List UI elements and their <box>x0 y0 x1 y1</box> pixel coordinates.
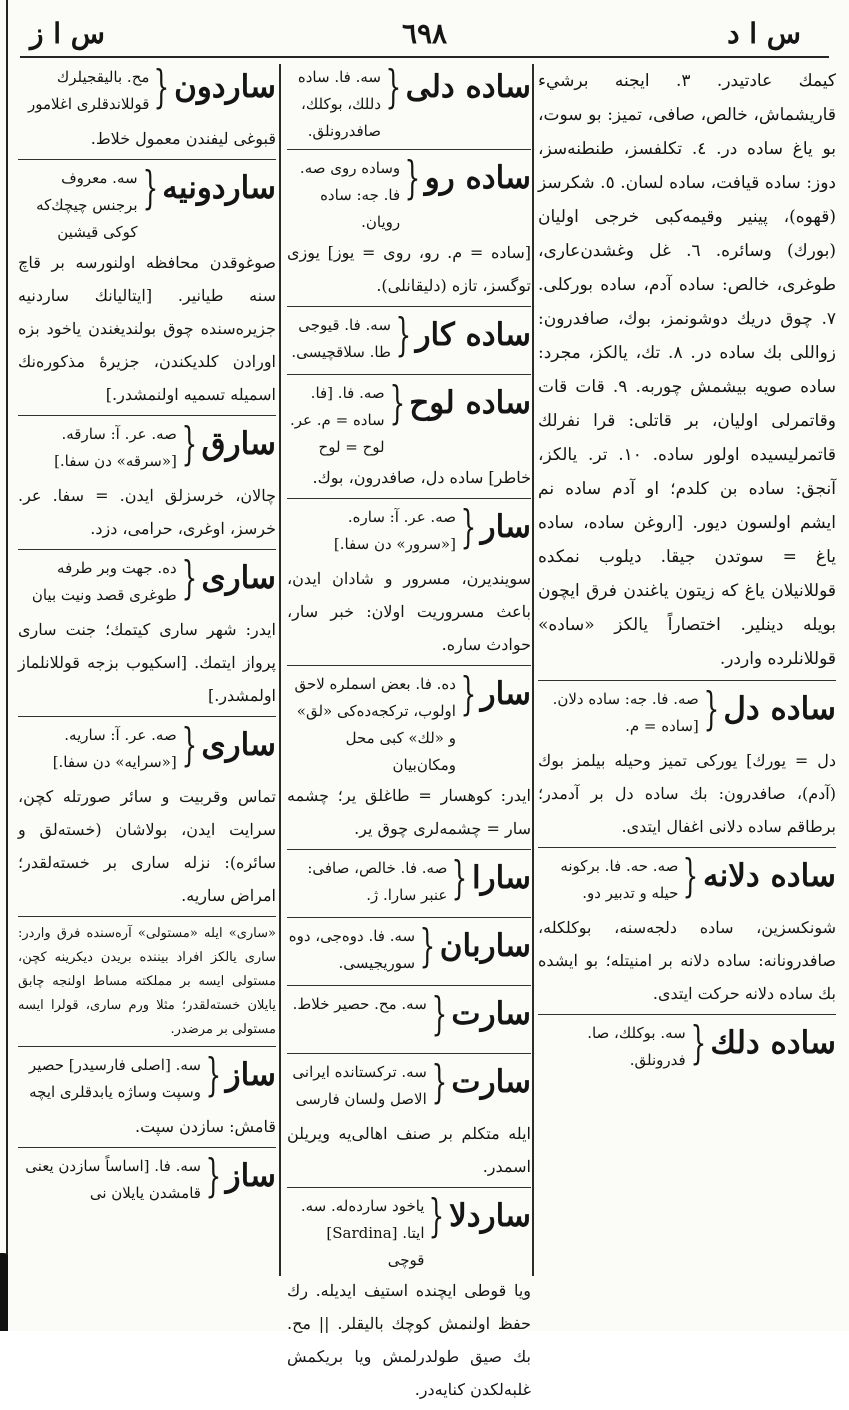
entry-lead <box>538 1016 836 1078</box>
definition-head: صه. فا. جه: ساده دلان. [ساده = م. <box>552 690 699 735</box>
brace-icon: { <box>460 667 477 720</box>
dictionary-entry <box>287 60 531 150</box>
definition-head: صه. عر. آ: ساريه. [«سرايه» دن سفا.] <box>52 726 177 771</box>
headword: سارت <box>451 1064 531 1100</box>
definition-text: قبوغى ليفندن معمول خلاط. <box>90 129 276 148</box>
brace-icon: { <box>181 551 197 604</box>
usage-note: «سارى» ايله «مستولى» آره‌سنده فرق واردر: سارى يالكز افراد بيننده بريدن ديكرينه كچن، مستولى ايسه بر مملكته مساط اولنجه چابق يايلان خسته‌لقدر؛ مثلا ورم سارى، قولرا ايسه مستولى بر مرضدر. <box>18 922 276 1047</box>
dictionary-entry <box>287 500 531 666</box>
brace-icon: { <box>153 60 170 113</box>
definition-text: [ساده = م. رو، روى = يوز] يوزى توگسز، تازه (دليقانلى). <box>287 243 531 295</box>
entry-lead <box>287 851 531 913</box>
page-number: ٦٩٨ <box>401 17 448 50</box>
brace-icon: { <box>690 1016 706 1069</box>
brace-icon: { <box>404 151 421 204</box>
definition-head: مح. باليقجيلرك قوللاندقلرى اغلامور <box>28 68 150 113</box>
headword: ساردلا <box>449 1198 531 1234</box>
dictionary-entry <box>287 151 531 307</box>
dictionary-entry <box>18 1149 276 1215</box>
definition-head: سه. بوكلك، صا. فدرونلق. <box>587 1024 686 1069</box>
dictionary-entry <box>287 667 531 850</box>
definition-head: صه. حه. فا. بركونه حيله و تدبير دو. <box>560 857 679 902</box>
page-edge <box>6 0 8 1331</box>
brace-icon: { <box>431 1055 447 1108</box>
entry-lead <box>538 682 836 744</box>
right-column <box>538 64 836 1274</box>
dictionary-entry <box>18 551 276 717</box>
dictionary-entry <box>287 376 531 499</box>
entry-lead <box>18 1149 276 1211</box>
brace-icon: { <box>385 60 402 113</box>
definition-head: سه. تركستانده ايرانى الاصل ولسان فارسى <box>292 1063 427 1108</box>
middle-column <box>287 60 531 1399</box>
dictionary-entry <box>18 718 276 917</box>
entry-lead <box>287 376 531 461</box>
entry-lead <box>18 1048 276 1110</box>
brace-icon: { <box>181 417 198 470</box>
definition-head: صه. عر. آ: ساره. [«سرور» دن سفا.] <box>333 508 456 553</box>
left-column <box>18 60 276 1274</box>
entry-lead <box>287 1189 531 1274</box>
definition-head: ياخود سارده‌له. سه. ايتا. [Sardina] قوچى <box>300 1197 425 1269</box>
dictionary-entry <box>538 849 836 1015</box>
headword: سارى <box>201 560 276 596</box>
dictionary-entry <box>18 417 276 550</box>
entry-lead <box>287 151 531 236</box>
entry-lead <box>287 500 531 562</box>
entry-lead <box>287 919 531 981</box>
dictionary-entry <box>538 682 836 848</box>
dictionary-entry <box>287 851 531 918</box>
brace-icon: { <box>460 500 477 553</box>
brace-icon: { <box>205 1149 222 1202</box>
headword: سارت <box>451 996 531 1032</box>
brace-icon: { <box>181 718 197 771</box>
brace-icon: { <box>142 161 158 214</box>
definition-head: صه. فا. [فا. ساده = م. عر. لوح = لوح <box>290 384 385 456</box>
entry-lead <box>287 308 531 370</box>
headword: سار <box>480 509 531 545</box>
dictionary-entry <box>287 308 531 375</box>
dictionary-entry <box>18 60 276 160</box>
headword: ساده كار <box>415 317 531 353</box>
definition-text: ايدر: كوهسار = طاغلق ير؛ چشمه سار = چشمه‌لرى چوق ير. <box>287 786 531 838</box>
definition-head: ده. فا. بعض اسملره لاحق اولوب، تركجه‌ده‌كى «لق» و «لك» كبى محل ومكان‌بيان <box>294 675 456 774</box>
entry-lead <box>538 849 836 911</box>
dictionary-entry <box>538 1016 836 1082</box>
brace-icon: { <box>428 1189 445 1242</box>
dictionary-entry <box>18 1048 276 1148</box>
definition-head: سه. مح. حصير خلاط. <box>292 995 427 1013</box>
headword: سارا <box>471 860 531 896</box>
headword: ساز <box>225 1057 276 1093</box>
definition-text: تماس وقربيت و سائر صورتله كچن، سرايت ايدن، بولاشان (خسته‌لق و سائره): نزله سارى بر خسته‌لقدر؛ امراض ساريه. <box>18 787 276 905</box>
definition-head: سه. فا. ساده دللك، بوكلك، صافدرونلق. <box>297 68 381 140</box>
headword: ساده دل <box>723 691 836 727</box>
continued-definition: كيمك عادتيدر. ٣. ايجنه برشيء قاريشماش، خالص، صافى، تميز: بو سوت، بو ياغ ساده در. ٤. تكلفسز، طنطنه‌سز، دوز: ساده قيافت، ساده لسان. ٥. شكرسز (قهوه)، پينير وقيمه‌كبى خرجى اوليان (بورك) وسائره. ٦. غل وغشدن‌عارى، طوغرى، خالص: ساده آدم، ساده بوركلى. ٧. چوق دريك دوشونمز، بوك، صافدرون: زواللى بك ساده در. ٨. تك، يالكز، مجرد: ساده صويه بيشمش چوربه. ٩. قات قات وقاتمرلى اوليان، بر قاتلى: قرا نفرلك قاتمرليسيده اولور ساده. ١٠. تر. يالكز، آنجق: ساده بن كلدم؛ او آدم ساده نم ايشم اولسون ديور. [اروغن ساده، ساده ياغ = سوتدن جيقا. ديلوب نمكده قوللانيلان ياغ كه زيتون ياغندن فرق ايچون بويله دينلير. اختصاراً يالكز «ساده» قوللانلرده واردر. <box>538 71 837 669</box>
entry-lead <box>18 551 276 613</box>
dictionary-entry <box>287 1055 531 1188</box>
headword: ساردون <box>174 69 276 105</box>
definition-head: سه. فا. دوه‌جى، دوه سوريجيسى. <box>288 927 416 972</box>
headword: ساده لوح <box>409 385 531 421</box>
brace-icon: { <box>389 376 405 429</box>
definition-head: سه. [اصلى فارسيدر] حصير وسپت وساژه يابدقلرى ايچه <box>28 1056 201 1101</box>
definition-head: سه. فا. [اساساً سازدن يعنى قامشدن يايلان نى <box>25 1157 201 1202</box>
definition-text: شونكسزين، ساده دلجه‌سنه، بوكلكله، صافدرونانه: ساده دلانه بر امنيتله؛ بو ايشده بك ساده دلانه حركت ايتدى. <box>538 918 836 1003</box>
dictionary-entry <box>287 1189 531 1410</box>
page-header <box>20 8 829 58</box>
column-divider-right <box>532 64 534 1276</box>
definition-head: وساده روى صه. فا. جه: ساده رويان. <box>299 159 401 231</box>
headword: ساده دلانه <box>703 858 836 894</box>
headword: ساده رو <box>424 160 531 196</box>
dictionary-entry <box>18 161 276 416</box>
headword: سار <box>480 676 531 712</box>
entry-lead <box>287 1055 531 1117</box>
dictionary-entry <box>287 919 531 986</box>
entry-lead <box>18 417 276 479</box>
entry-lead <box>287 60 531 145</box>
headword: ساده دلك <box>710 1025 836 1061</box>
headword: ساربان <box>439 928 531 964</box>
headword: سارى <box>201 727 276 763</box>
definition-text: دل = يورك] يوركى تميز وحيله بيلمز بوك (آدم)، صافدرون: بك ساده دل بر آدمدر؛ برطاقم ساده دلانى اغفال ايتدى. <box>538 751 836 836</box>
entry-lead <box>287 667 531 779</box>
headword: سارق <box>201 426 276 462</box>
headword: ساردونيه <box>162 170 276 206</box>
definition-head: صه. عر. آ: سارقه. [«سرقه» دن سفا.] <box>54 425 177 470</box>
definition-text: ايدر: شهر سارى كيتمك؛ جنت سارى پرواز ايتمك. [اسكيوب بزجه قوللانلماز اولمشدر.] <box>18 620 276 705</box>
dictionary-entry <box>287 987 531 1054</box>
right-section-label: س ا د <box>727 17 801 50</box>
column-divider-left <box>279 64 281 1276</box>
definition-text: سوينديرن، مسرور و شادان ايدن، باعث مسروريت اولان: خبر سار، حوادث ساره. <box>287 569 531 654</box>
definition-head: ده. جهت وبر طرفه طوغرى قصد ونيت بيان <box>31 559 177 604</box>
brace-icon: { <box>682 849 699 902</box>
definition-text: ويا قوطى ايچنده استيف ايديله. رك حفظ اولنمش كوچك باليقلر. || مح. بك صيق طولدرلمش ويا بريكمش غلبه‌لكدن كنايه‌در. <box>287 1281 531 1399</box>
brace-icon: { <box>703 682 719 735</box>
definition-text: خاطر] ساده دل، صافدرون، بوك. <box>312 468 531 487</box>
left-section-label: س ا ز <box>30 17 105 50</box>
headword: ساز <box>225 1158 276 1194</box>
entry-lead <box>18 60 276 122</box>
definition-head: سه. معروف برجنس چيچك‌كه كوكى قيشين <box>36 169 138 241</box>
definition-head: سه. فا. قيوجى طا. سلاقچيسى. <box>291 316 391 361</box>
brace-icon: { <box>451 851 468 904</box>
brace-icon: { <box>431 987 447 1040</box>
definition-text: قامش: سازدن سپت. <box>135 1117 276 1136</box>
binding-mark <box>0 1253 8 1331</box>
brace-icon: { <box>395 308 412 361</box>
definition-text: صوغوقدن محافظه اولنورسه بر قاچ سنه طيانير. [ايتاليانك ساردنيه جزيره‌سنده چوق بولنديغندن ياخود بزه اورادن كلديكندن، جزيرهٔ مذكوره‌نك اسميله تسميه اولنمشدر.] <box>18 253 276 404</box>
brace-icon: { <box>205 1048 222 1101</box>
headword: ساده دلى <box>405 69 531 105</box>
entry-lead <box>18 718 276 780</box>
definition-head: صه. فا. خالص، صافى: عنبر سارا. ژ. <box>307 859 448 904</box>
brace-icon: { <box>419 919 436 972</box>
definition-text: ايله متكلم بر صنف اهالى‌يه ويريلن اسمدر. <box>287 1124 531 1176</box>
continued-entry <box>538 64 836 681</box>
definition-text: چالان، خرسزلق ايدن. = سفا. عر. خرسز، اوغرى، حرامى، دزد. <box>18 486 276 538</box>
entry-lead <box>18 161 276 246</box>
entry-lead <box>287 987 531 1049</box>
